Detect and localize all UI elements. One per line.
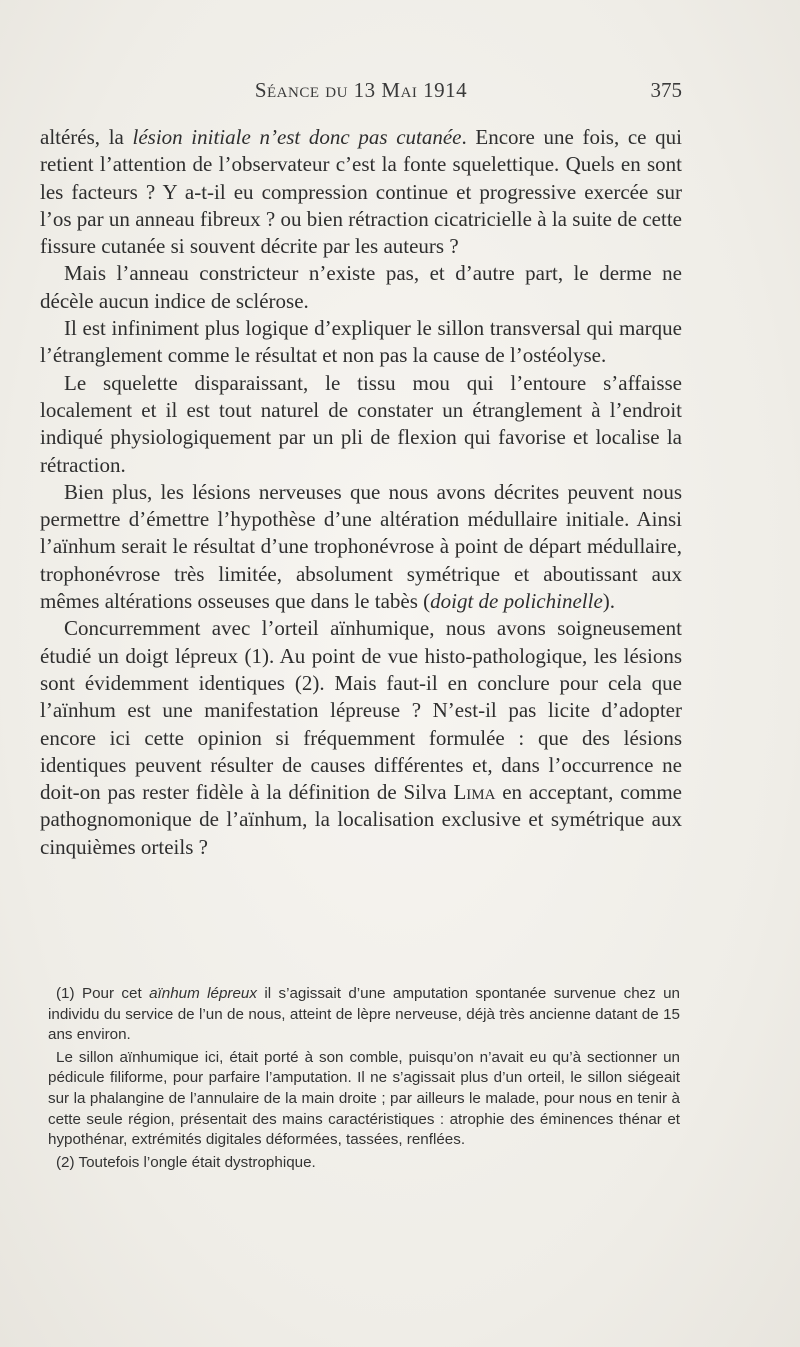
paragraph-1-start: altérés, la <box>40 125 133 149</box>
italic-phrase-lesion-initiale: lésion initiale n’est donc pas cutanée <box>132 125 462 149</box>
paragraph-6-end: en acceptant, comme pathognomonique de l’aïnhum, la localisation exclusive et symétrique aux cinquièmes orteils ? <box>40 780 682 859</box>
italic-phrase-ainhum-lepreux: aïnhum lépreux <box>149 985 257 1002</box>
page-number: 375 <box>650 78 682 102</box>
footnote-1-start: (1) Pour cet <box>56 985 150 1002</box>
paragraph-3: Il est infiniment plus logique d’expliquer le sillon transversal qui marque l’étranglement comme le résultat et non pas la cause de l’ostéolyse. <box>40 316 682 368</box>
italic-phrase-doigt-de-polichinelle: doigt de polichinelle <box>430 589 603 614</box>
paragraph-2: Mais l’anneau constricteur n’existe pas, et d’autre part, le derme ne décèle aucun indice de sclérose. <box>40 261 682 313</box>
footnote-1 <box>48 984 680 1046</box>
paragraph-1 <box>40 124 682 260</box>
footnote-2: (2) Toutefois l’ongle était dystrophique. <box>56 1153 316 1171</box>
paragraph-6-start: Concurremment avec l’orteil aïnhumique, nous avons soigneusement étudié un doigt lépreux (1). Au point de vue histo-pathologique, les lésions sont évidemment identiques (2). Mais faut-il en conclure pour cela que l’aïnhum est une manifestation lépreuse ? N’est-il pas licite d’adopter encore ici cette opinion si fréquemment formulée : que des lésions identiques peuvent résulter de causes différentes et, dans l’occurrence ne doit-on pas rester fidèle à la définition de Silva <box>40 616 682 805</box>
body-text <box>40 124 682 861</box>
paragraph-5 <box>40 479 682 615</box>
footnotes <box>48 984 680 1173</box>
footnote-1-continuation: Le sillon aïnhumique ici, était porté à son comble, puisqu’on n’avait eu qu’à sectionner un pédicule filiforme, pour parfaire l’amputation. Il ne s’agissait plus d’un orteil, le sillon siégeait sur la phalangine de l’annulaire de la main droite ; par ailleurs le malade, pour nous en tenir à cette seule région, présentait des mains caractéristiques : atrophie des éminences thénar et hypothénar, extrémités digitales déformées, tassées, renflées. <box>48 1048 680 1149</box>
paragraph-4: Le squelette disparaissant, le tissu mou qui l’entoure s’affaisse localement et il est tout naturel de constater un étranglement à l’endroit indiqué physiologiquement par un pli de flexion qui favorise et localise la rétraction. <box>40 370 682 477</box>
paragraph-5-start: Bien plus, les lésions nerveuses que nous avons décrites peuvent nous permettre d’émettre l’hypothèse d’une altération médullaire initiale. Ainsi l’aïnhum serait le résultat d’une trophonévrose à point de départ médullaire, trophonévrose très limitée, absolument symétrique et aboutissant aux mêmes altérations osseuses que dans le tabès ( <box>40 479 682 614</box>
running-head: Séance du 13 Mai 1914 <box>254 78 468 102</box>
footnote-1-rest: il s’agissait d’une amputation spontanée survenue chez un individu du service de l’un de nous, atteint de lèpre nerveuse, déjà très ancienne datant de 15 ans environ. <box>48 985 680 1044</box>
page-header <box>40 78 682 108</box>
paragraph-6 <box>40 615 682 861</box>
author-name-lima: Lima <box>453 780 496 805</box>
paragraph-1-rest: . Encore une fois, ce qui retient l’attention de l’observateur c’est la fonte squelettique. Quels en sont les facteurs ? Y a-t-il eu compression continue et progressive exercée sur l’os par un anneau fibreux ? ou bien rétraction cicatricielle à la suite de cette fissure cutanée si souvent décrite par les auteurs ? <box>40 125 682 259</box>
paragraph-5-end: ). <box>602 589 616 614</box>
